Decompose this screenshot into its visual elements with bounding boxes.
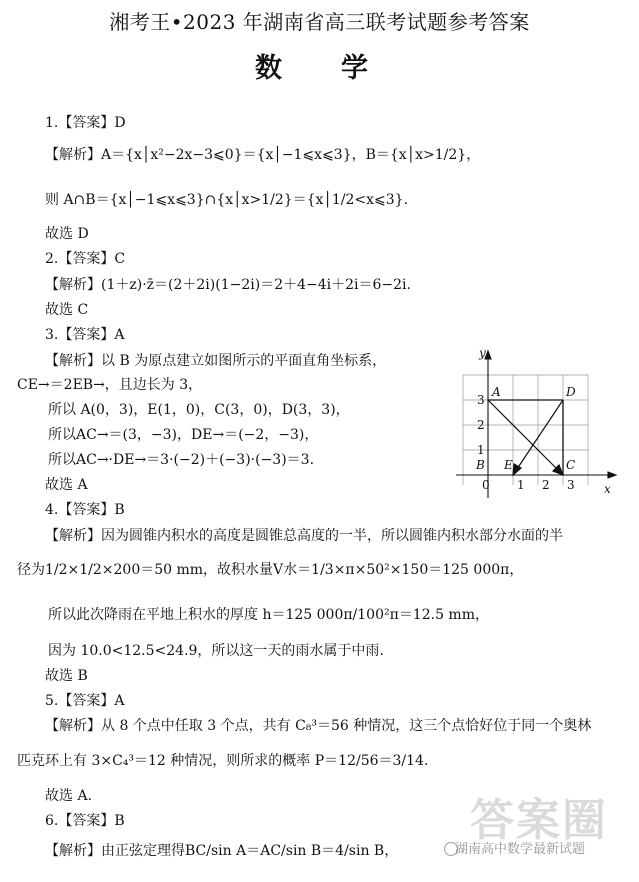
- text-line: 径为1/2×1/2×200＝50 mm，故积水量V水＝1/3×π×50²×150＝125 000π，: [17, 562, 524, 578]
- point-a-label: A: [492, 385, 501, 399]
- text-line: CE→＝2EB→，且边长为 3，: [17, 377, 203, 393]
- text-line: 【解析】(1＋z)·z̄＝(2＋2i)(1−2i)＝2＋4−4i＋2i＝6−2i.: [45, 277, 411, 293]
- text-line: 故选 B: [45, 668, 88, 684]
- x-tick-3: 3: [567, 478, 575, 492]
- point-e-label: E: [504, 458, 513, 472]
- point-d-label: D: [566, 385, 576, 399]
- page-title: 湘考王•2023 年湖南省高三联考试题参考答案: [109, 10, 530, 34]
- y-axis-label: y: [479, 346, 486, 360]
- text-line: 【解析】以 B 为原点建立如图所示的平面直角坐标系，: [45, 353, 387, 369]
- x-tick-2: 2: [542, 478, 550, 492]
- text-line: 【解析】因为圆锥内积水的高度是圆锥总高度的一半，所以圆锥内积水部分水面的半: [45, 528, 563, 544]
- watermark-caption: 湖南高中数学最新试题: [455, 842, 586, 857]
- text-line: 故选 C: [45, 302, 89, 318]
- text-line: 5.【答案】A: [45, 693, 125, 709]
- text-line: 故选 A: [45, 477, 88, 493]
- watermark-logo: 答案圈: [470, 795, 608, 846]
- subject-heading: 数 学: [255, 53, 384, 84]
- text-line: 1.【答案】D: [45, 115, 126, 131]
- x-axis-label: x: [604, 482, 611, 496]
- text-line: 因为 10.0<12.5<24.9，所以这一天的雨水属于中雨.: [48, 643, 384, 659]
- y-tick-2: 2: [477, 418, 485, 432]
- y-tick-3: 3: [477, 393, 485, 407]
- text-line: 2.【答案】C: [45, 251, 126, 267]
- text-line: 所以 A(0，3)，E(1，0)，C(3，0)，D(3，3)，: [48, 402, 350, 418]
- text-line: 4.【答案】B: [45, 502, 125, 518]
- text-line: 则 A∩B＝{x│−1⩽x⩽3}∩{x│x>1/2}＝{x│1/2<x⩽3}.: [45, 192, 409, 208]
- text-line: 匹克环上有 3×C₄³＝12 种情况，则所求的概率 P＝12/56＝3/14.: [17, 753, 429, 769]
- vector-lines: [488, 400, 563, 475]
- coordinate-figure: [446, 343, 621, 503]
- text-line: 故选 A.: [45, 788, 93, 804]
- text-line: 【解析】从 8 个点中任取 3 个点，共有 C₈³＝56 种情况，这三个点恰好位于同一个奥林: [45, 718, 592, 734]
- y-tick-1: 1: [477, 443, 485, 457]
- text-line: 6.【答案】B: [45, 813, 125, 829]
- point-c-label: C: [566, 458, 576, 472]
- x-tick-1: 1: [517, 478, 525, 492]
- text-line: 【解析】由正弦定理得BC/sin A＝AC/sin B＝4/sin B，: [45, 843, 399, 859]
- text-line: 所以AC→＝(3，−3)，DE→＝(−2，−3)，: [48, 427, 319, 443]
- point-b-label: B: [476, 458, 485, 472]
- text-line: 故选 D: [45, 226, 89, 242]
- origin-label: 0: [482, 478, 490, 492]
- text-line: 所以AC→·DE→＝3·(−2)＋(−3)·(−3)＝3.: [48, 452, 315, 468]
- text-line: 3.【答案】A: [45, 327, 125, 343]
- text-line: 【解析】A＝{x│x²−2x−3⩽0}＝{x│−1⩽x⩽3}，B＝{x│x>1/2}，: [45, 147, 481, 163]
- text-line: 所以此次降雨在平地上积水的厚度 h＝125 000π/100²π＝12.5 mm，: [48, 607, 489, 623]
